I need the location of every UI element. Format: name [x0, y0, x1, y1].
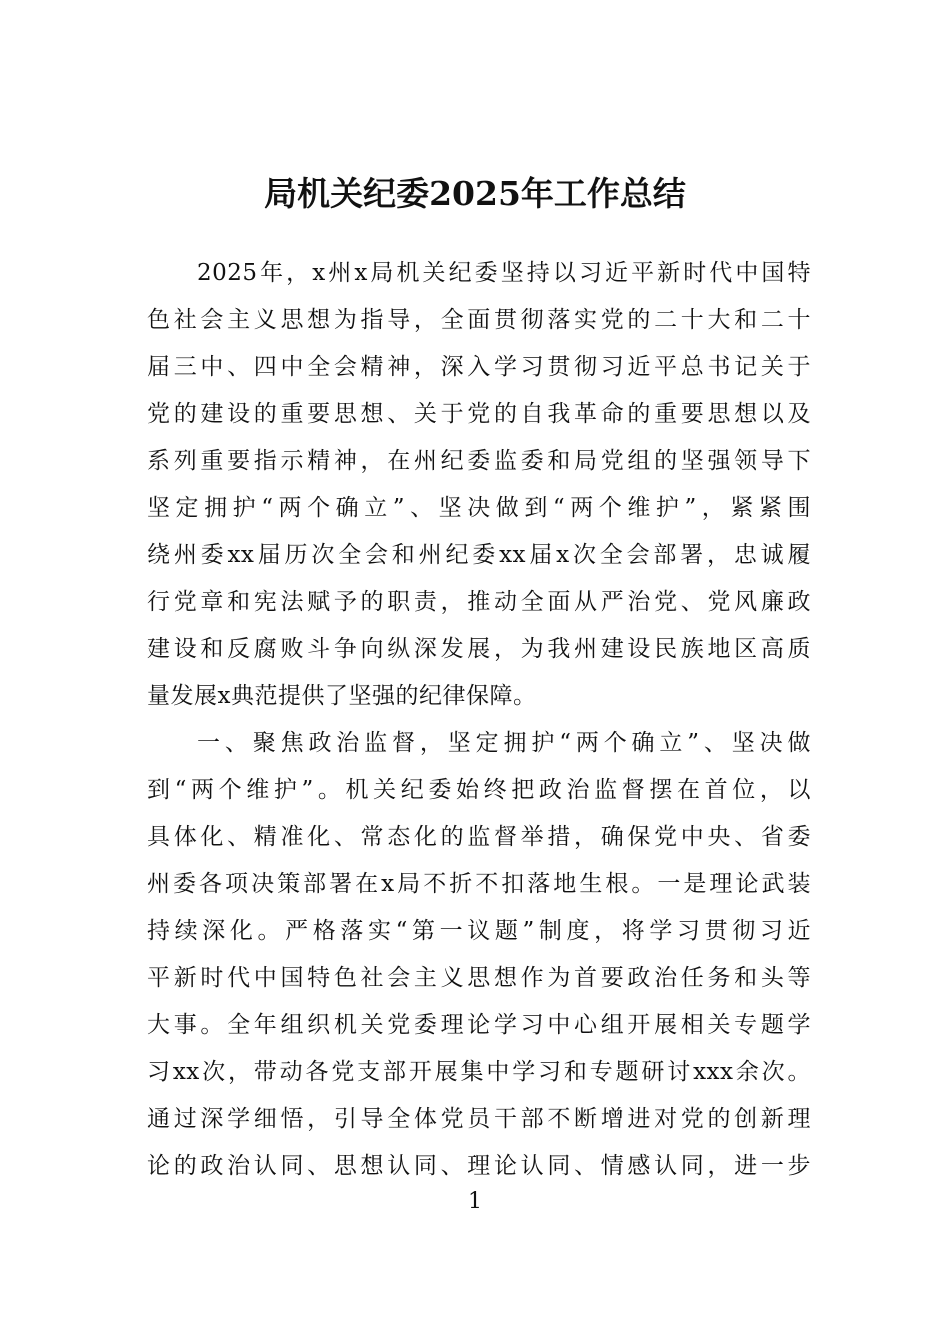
paragraph-line: 一、聚焦政治监督，坚定拥护“两个确立”、坚决做 [197, 730, 811, 756]
paragraph-line: 坚定拥护“两个确立”、坚决做到“两个维护”，紧紧围 [147, 495, 811, 521]
paragraph-line: 具体化、精准化、常态化的监督举措，确保党中央、省委 [147, 824, 811, 850]
paragraph-line: 持续深化。严格落实“第一议题”制度，将学习贯彻习近 [147, 918, 811, 944]
paragraph-intro [147, 250, 811, 720]
paragraph-line: 量发展x典范提供了坚强的纪律保障。 [147, 683, 537, 709]
paragraph-line: 通过深学细悟，引导全体党员干部不断增进对党的创新理 [147, 1106, 811, 1132]
paragraph-line: 平新时代中国特色社会主义思想作为首要政治任务和头等 [147, 965, 811, 991]
paragraph-line: 2025年，x州x局机关纪委坚持以习近平新时代中国特 [197, 260, 811, 286]
paragraph-line: 党的建设的重要思想、关于党的自我革命的重要思想以及 [147, 401, 811, 427]
paragraph-line: 论的政治认同、思想认同、理论认同、情感认同，进一步 [147, 1153, 811, 1179]
paragraph-line: 大事。全年组织机关党委理论学习中心组开展相关专题学 [147, 1012, 811, 1038]
paragraph-line: 绕州委xx届历次全会和州纪委xx届x次全会部署，忠诚履 [147, 542, 811, 568]
document-title: 局机关纪委2025年工作总结 [264, 174, 686, 213]
paragraph-line: 届三中、四中全会精神，深入学习贯彻习近平总书记关于 [147, 354, 811, 380]
paragraph-line: 习xx次，带动各党支部开展集中学习和专题研讨xxx余次。 [147, 1059, 811, 1085]
paragraph-line: 建设和反腐败斗争向纵深发展，为我州建设民族地区高质 [147, 636, 811, 662]
page-number: 1 [468, 1189, 482, 1214]
paragraph-line: 行党章和宪法赋予的职责，推动全面从严治党、党风廉政 [147, 589, 811, 615]
paragraph-line: 色社会主义思想为指导，全面贯彻落实党的二十大和二十 [147, 307, 811, 333]
paragraph-line: 州委各项决策部署在x局不折不扣落地生根。一是理论武装 [147, 871, 811, 897]
paragraph-section-one [147, 720, 811, 1190]
paragraph-line: 到“两个维护”。机关纪委始终把政治监督摆在首位，以 [147, 777, 811, 803]
document-body [147, 250, 811, 1190]
paragraph-line: 系列重要指示精神，在州纪委监委和局党组的坚强领导下 [147, 448, 811, 474]
